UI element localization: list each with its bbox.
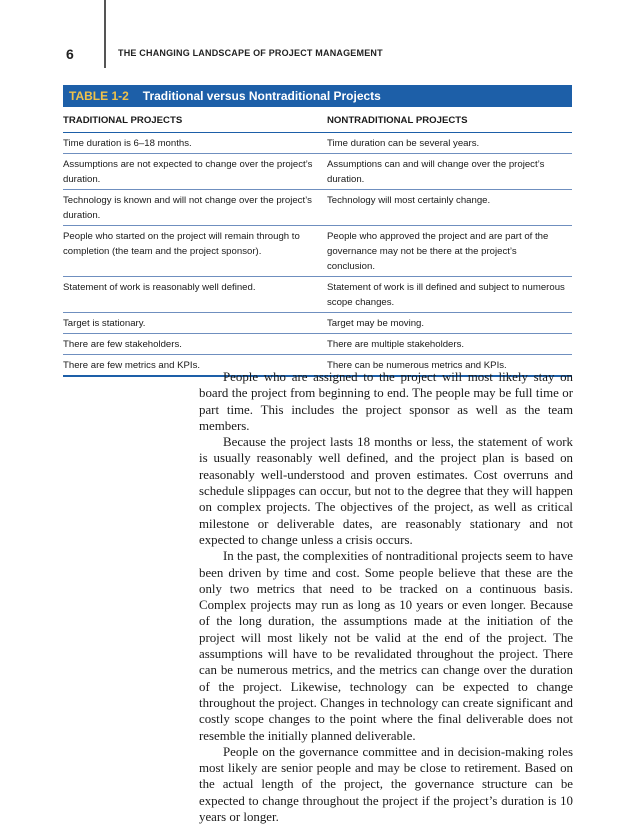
table-label: TABLE 1-2 — [69, 89, 129, 103]
table-row — [63, 226, 572, 277]
header-divider — [104, 0, 106, 68]
table-cell: People who started on the project will remain through to completion (the team and the project sponsor). — [63, 226, 327, 277]
table-cell: Target is stationary. — [63, 313, 327, 334]
table-cell: There are multiple stakeholders. — [327, 334, 572, 355]
column-header-traditional: TRADITIONAL PROJECTS — [63, 107, 327, 133]
table-row — [63, 277, 572, 313]
running-title: THE CHANGING LANDSCAPE OF PROJECT MANAGEMENT — [118, 48, 383, 58]
table-row — [63, 313, 572, 334]
comparison-table — [63, 85, 572, 377]
body-paragraph: In the past, the complexities of nontraditional projects seem to have been driven by time and cost. Some people believe that these are the only two metrics that need to be tracked on a continuous basis. Complex projects may run as long as 10 years or even longer. Because of the long duration, the assumptions made at the initiation of the project will most likely not be valid at the end of the project. The assumptions will have to be revalidated throughout the project. There can be numerous metrics, and the metrics can change over the duration of the project. Likewise, technology can be expected to change throughout the project. Changes in technology can create significant and costly scope changes to the point where the final deliverable does not resemble the initially planned deliverable. — [199, 549, 573, 743]
table-cell: There are few stakeholders. — [63, 334, 327, 355]
body-paragraph: Because the project lasts 18 months or less, the statement of work is usually reasonably well defined, and the project plan is based on reasonably well-understood and proven estimates. Cost overruns and schedule slippages can occur, but not to the degree that they will happen on complex projects. The objectives of the project, as well as critical milestone or deliverable dates, are reasonably stationary and not expected to change unless a crisis occurs. — [199, 435, 573, 547]
table-row — [63, 154, 572, 190]
table-title: Traditional versus Nontraditional Projects — [142, 89, 381, 103]
table-cell: There are few metrics and KPIs. — [63, 355, 327, 377]
table-cell: Technology will most certainly change. — [327, 190, 572, 226]
column-header-nontraditional: NONTRADITIONAL PROJECTS — [327, 107, 572, 133]
table-grid — [63, 107, 572, 377]
table-cell: Target may be moving. — [327, 313, 572, 334]
body-paragraph: People who are assigned to the project will most likely stay on board the project from beginning to end. The people may be full time or part time. This includes the project sponsor as well as the team members. — [199, 370, 573, 433]
page-number: 6 — [66, 46, 74, 62]
table-header-row — [63, 107, 572, 133]
table-row — [63, 190, 572, 226]
table-cell: Statement of work is reasonably well defined. — [63, 277, 327, 313]
table-cell: Technology is known and will not change over the project’s duration. — [63, 190, 327, 226]
table-cell: People who approved the project and are part of the governance may not be there at the project’s conclusion. — [327, 226, 572, 277]
table-cell: Statement of work is ill defined and subject to numerous scope changes. — [327, 277, 572, 313]
table-cell: Time duration can be several years. — [327, 133, 572, 154]
table-cell: Assumptions can and will change over the project’s duration. — [327, 154, 572, 190]
table-cell: There can be numerous metrics and KPIs. — [327, 355, 572, 377]
table-caption — [63, 85, 572, 107]
body-paragraph: People on the governance committee and in decision-making roles most likely are senior people and may be close to retirement. Based on the actual length of the project, the governance structure can be expected to change throughout the project if the project’s duration is 10 years or longer. — [199, 744, 573, 825]
table-cell: Time duration is 6–18 months. — [63, 133, 327, 154]
table-row — [63, 133, 572, 154]
table-row — [63, 334, 572, 355]
table-cell: Assumptions are not expected to change over the project’s duration. — [63, 154, 327, 190]
body-text — [199, 369, 573, 825]
